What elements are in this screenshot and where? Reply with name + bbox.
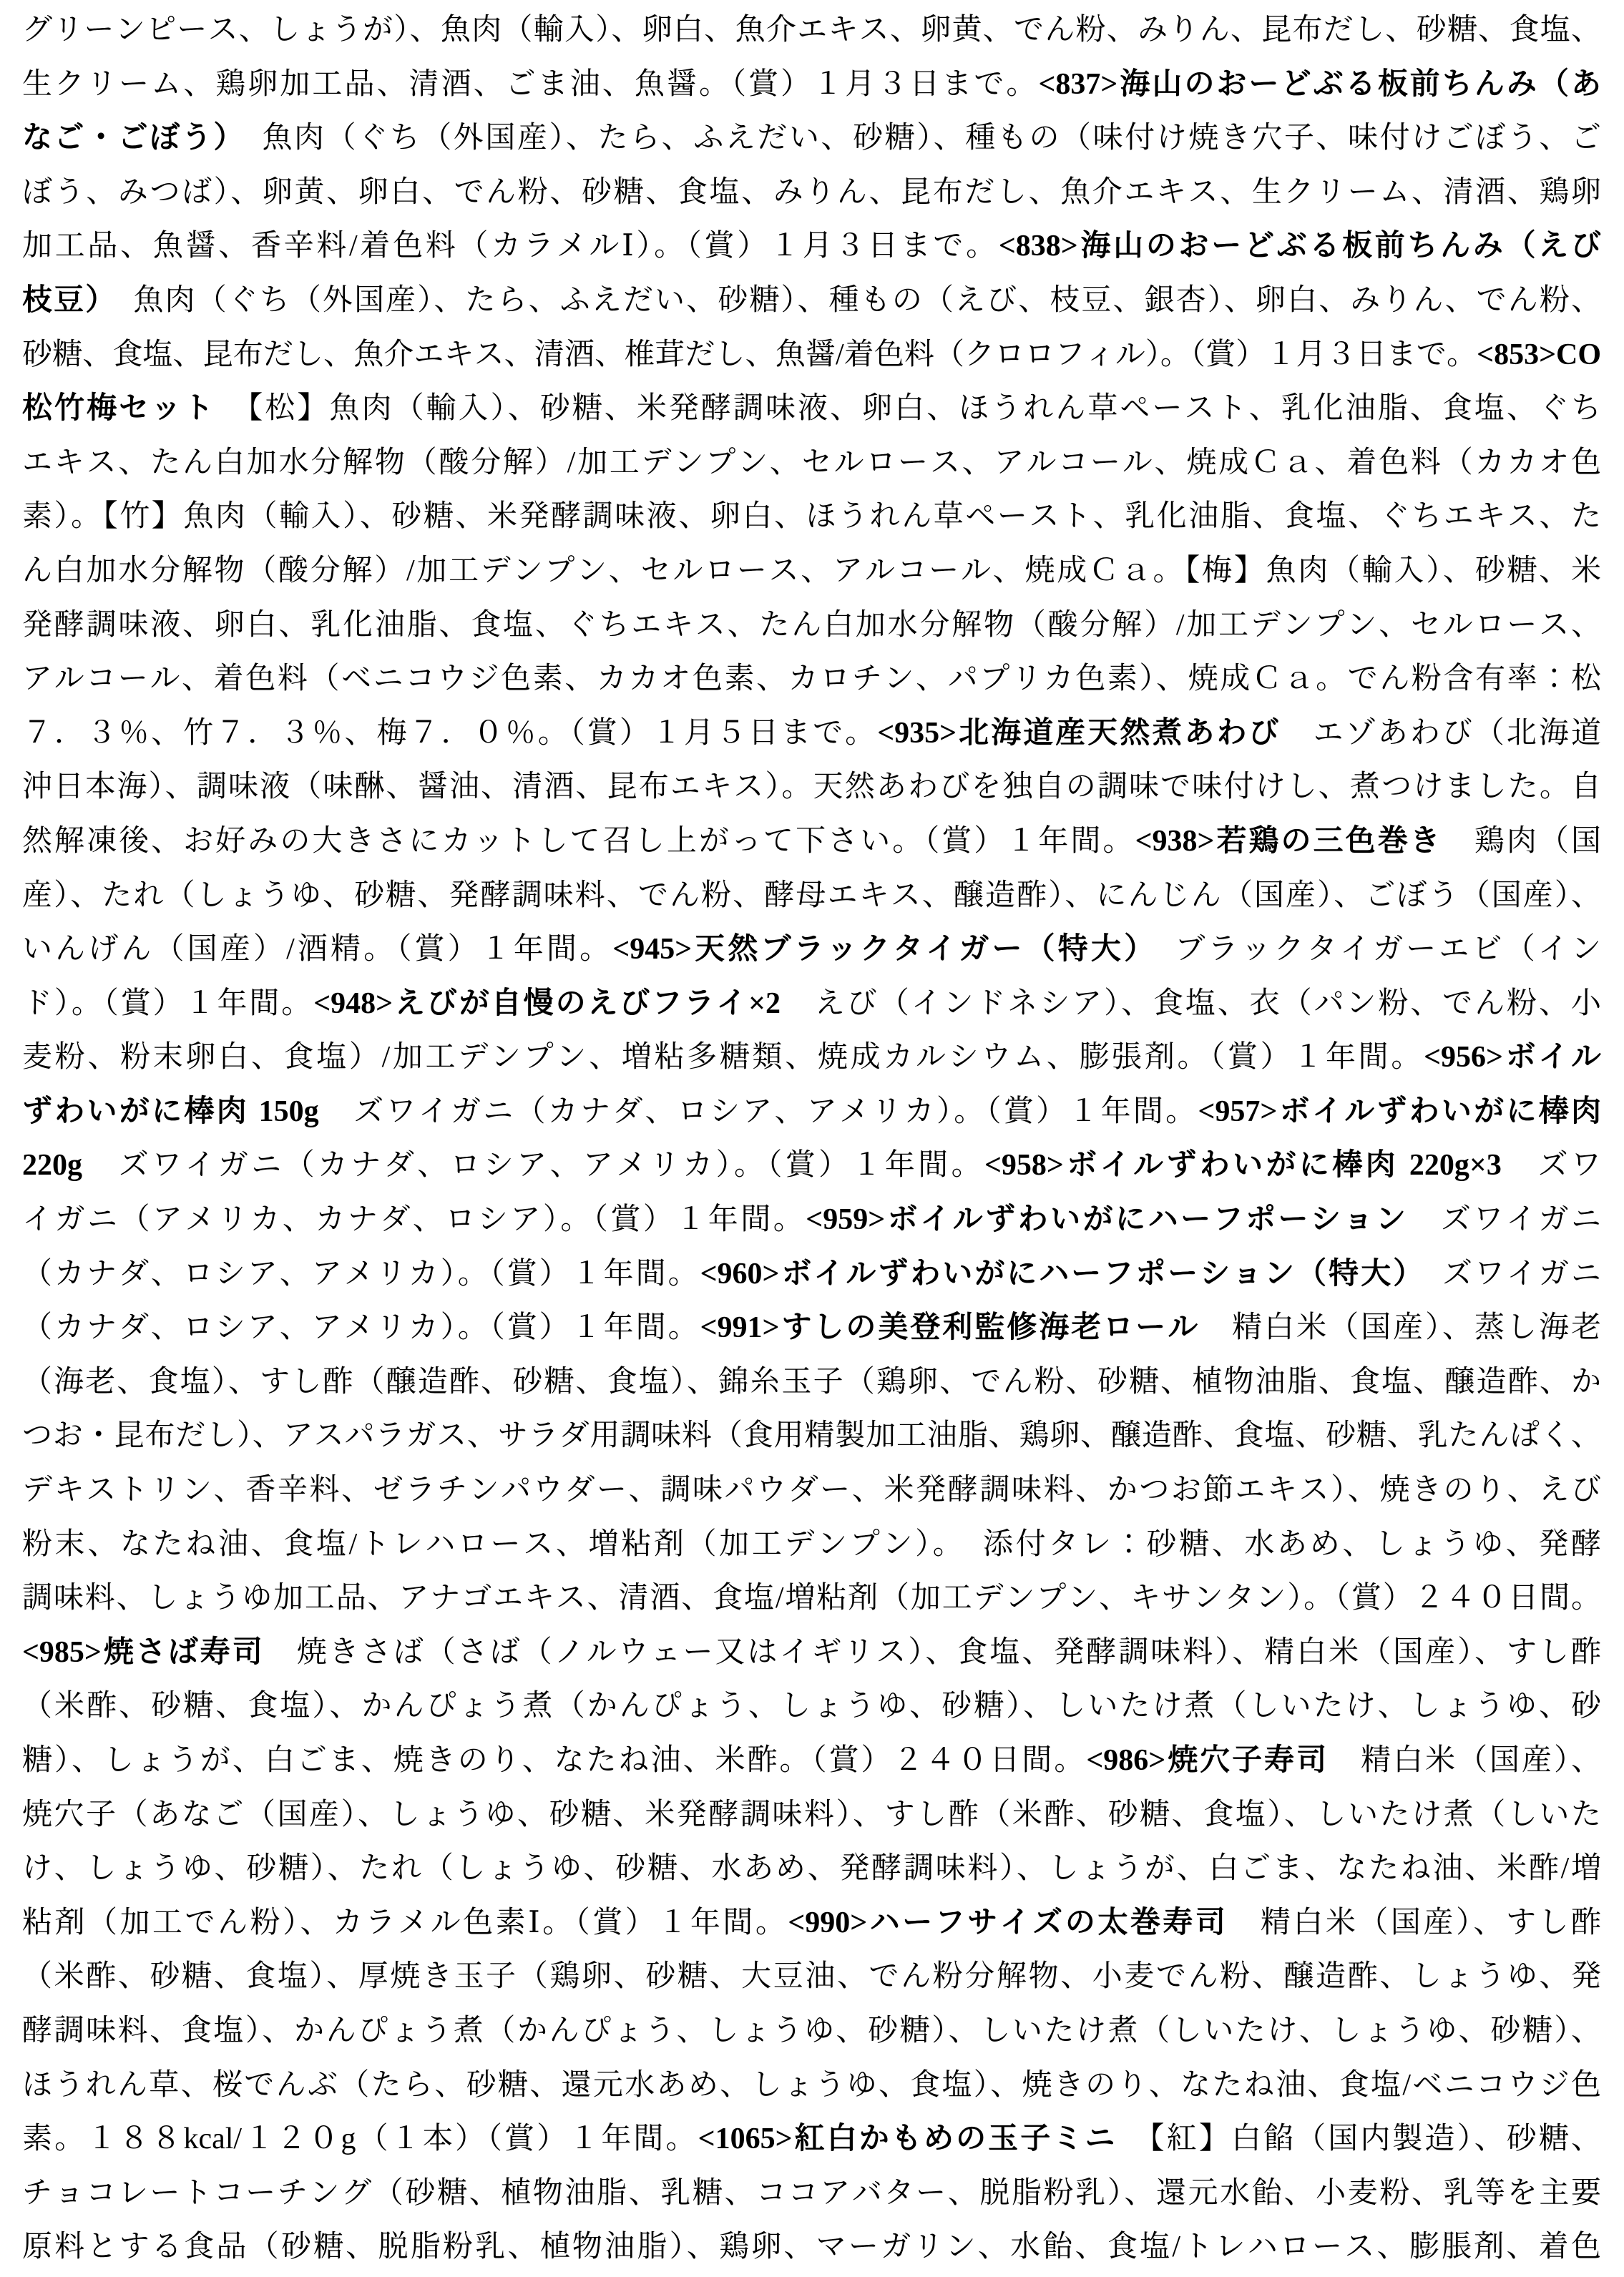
- text-run: 焼きさば（さば（ノルウェー又はイギリス）、食塩、発酵調味料）、精白米（国産）、すし酢: [264, 1635, 1601, 1669]
- product-name: <945>天然ブラックタイガー（特大）: [612, 933, 1143, 966]
- text-run: 素）。【竹】魚肉（輸入）、砂糖、米発酵調味液、卵白、ほうれん草ペースト、乳化油脂、食塩、ぐちエキス、た: [22, 500, 1601, 534]
- text-line: [22, 220, 1601, 274]
- text-run: （米酢、砂糖、食塩）、かんぴょう煮（かんぴょう、しょうゆ、砂糖）、しいたけ煮（しいたけ、しょうゆ、砂: [22, 1690, 1601, 1723]
- document-page: [22, 4, 1601, 2275]
- text-line: [22, 4, 1601, 58]
- product-name: 松竹梅セット: [22, 392, 216, 426]
- text-run: アルコール、着色料（ベニコウジ色素、カカオ色素、カロチン、パプリカ色素）、焼成Ｃａ。でん粉含有率：松: [22, 662, 1601, 696]
- text-run: 【紅】白餡（国内製造）、砂糖、: [1117, 2122, 1601, 2156]
- text-run: ぼう、みつば）、卵黄、卵白、でん粉、砂糖、食塩、みりん、昆布だし、魚介エキス、生クリーム、清酒、鶏卵: [22, 175, 1601, 209]
- text-line: [22, 58, 1601, 112]
- text-run: ド）。（賞）１年間。: [22, 986, 314, 1020]
- text-run: 原料とする食品（砂糖、脱脂粉乳、植物油脂）、鶏卵、マーガリン、水飴、食塩/トレハロース、膨脹剤、着色: [22, 2231, 1601, 2264]
- text-run: 粉末、なたね油、食塩/トレハロース、増粘剤（加工デンプン）。 添付タレ：砂糖、水あめ、しょうゆ、発酵: [22, 1527, 1601, 1561]
- text-run: ん白加水分解物（酸分解）/加工デンプン、セルロース、アルコール、焼成Ｃａ。【梅】魚肉（輸入）、砂糖、米: [22, 554, 1601, 587]
- product-name: <956>ボイル: [1424, 1041, 1601, 1074]
- text-line: [22, 1193, 1601, 1248]
- text-run: 焼穴子（あなご（国産）、しょうゆ、砂糖、米発酵調味料）、すし酢（米酢、砂糖、食塩）、しいたけ煮（しいた: [22, 1798, 1601, 1831]
- text-run: 酵調味料、食塩）、かんぴょう煮（かんぴょう、しょうゆ、砂糖）、しいたけ煮（しいたけ、しょうゆ、砂糖）、: [22, 2014, 1601, 2047]
- product-name: <938>若鶏の三色巻き: [1135, 824, 1442, 858]
- text-run: ズワイガニ（カナダ、ロシア、アメリカ）。（賞）１年間。: [82, 1149, 984, 1182]
- text-line: [22, 2059, 1601, 2113]
- text-run: ほうれん草、桜でんぶ（たら、砂糖、還元水あめ、しょうゆ、食塩）、焼きのり、なたね油、食塩/ベニコウジ色: [22, 2068, 1601, 2102]
- product-name: <957>ボイルずわいがに棒肉: [1198, 1095, 1601, 1128]
- text-run: 加工品、魚醤、香辛料/着色料（カラメルⅠ）。（賞）１月３日まで。: [22, 230, 999, 263]
- text-run: 麦粉、粉末卵白、食塩）/加工デンプン、増粘多糖類、焼成カルシウム、膨張剤。（賞）１年間。: [22, 1041, 1424, 1074]
- text-line: [22, 652, 1601, 707]
- text-line: [22, 544, 1601, 599]
- product-name: <853>CO: [1477, 338, 1601, 371]
- text-run: ブラックタイガーエビ（イン: [1142, 933, 1601, 966]
- text-line: [22, 1356, 1601, 1410]
- text-run: （カナダ、ロシア、アメリカ）。（賞）１年間。: [22, 1311, 700, 1345]
- product-name: <986>焼穴子寿司: [1086, 1744, 1329, 1777]
- text-run: 発酵調味液、卵白、乳化油脂、食塩、ぐちエキス、たん白加水分解物（酸分解）/加工デンプン、セルロース、: [22, 608, 1601, 642]
- text-run: エキス、たん白加水分解物（酸分解）/加工デンプン、セルロース、アルコール、焼成Ｃａ、着色料（カカオ色: [22, 446, 1601, 479]
- text-line: [22, 1409, 1601, 1464]
- product-name: <838>海山のおーどぶる板前ちんみ（えび: [998, 230, 1601, 263]
- text-line: [22, 1085, 1601, 1140]
- product-name: <948>えびが自慢のえびフライ×2: [313, 986, 781, 1020]
- product-name: <1065>紅白かもめの玉子ミニ: [698, 2122, 1117, 2156]
- text-run: いんげん（国産）/酒精。（賞）１年間。: [22, 933, 613, 966]
- text-line: [22, 1896, 1601, 1951]
- text-line: [22, 1572, 1601, 1626]
- text-run: （米酢、砂糖、食塩）、厚焼き玉子（鶏卵、砂糖、大豆油、でん粉分解物、小麦でん粉、醸造酢、しょうゆ、発: [22, 1960, 1601, 1994]
- product-name: <958>ボイルずわいがに棒肉 220g×3: [984, 1149, 1502, 1182]
- text-line: [22, 1680, 1601, 1734]
- text-line: [22, 599, 1601, 653]
- text-line: [22, 274, 1601, 328]
- text-line: [22, 1950, 1601, 2004]
- text-line: [22, 2167, 1601, 2221]
- text-line: [22, 1734, 1601, 1788]
- text-line: [22, 815, 1601, 869]
- text-line: [22, 2220, 1601, 2275]
- text-line: [22, 328, 1601, 383]
- text-run: グリーンピース、しょうが）、魚肉（輸入）、卵白、魚介エキス、卵黄、でん粉、みりん、昆布だし、砂糖、食塩、: [22, 14, 1601, 46]
- text-run: 沖日本海）、調味液（味醂、醤油、清酒、昆布エキス）。天然あわびを独自の調味で味付けし、煮つけました。自: [22, 770, 1601, 804]
- text-run: （海老、食塩）、すし酢（醸造酢、砂糖、食塩）、錦糸玉子（鶏卵、でん粉、砂糖、植物油脂、食塩、醸造酢、か: [22, 1365, 1601, 1399]
- text-line: [22, 2004, 1601, 2059]
- text-run: 砂糖、食塩、昆布だし、魚介エキス、清酒、椎茸だし、魚醤/着色料（クロロフィル）。（賞）１月３日まで。: [22, 338, 1477, 371]
- text-run: ズワイガニ: [1408, 1203, 1601, 1237]
- text-run: チョコレートコーチング（砂糖、植物油脂、乳糖、ココアバター、脱脂粉乳）、還元水飴、小麦粉、乳等を主要: [22, 2176, 1601, 2210]
- text-run: 糖）、しょうが、白ごま、焼きのり、なたね油、米酢。（賞）２４０日間。: [22, 1744, 1087, 1777]
- text-line: [22, 112, 1601, 166]
- product-name: <985>焼さば寿司: [22, 1635, 265, 1669]
- text-line: [22, 1139, 1601, 1193]
- text-line: [22, 760, 1601, 815]
- text-run: エゾあわび（北海道: [1281, 716, 1601, 750]
- text-line: [22, 1518, 1601, 1572]
- text-line: [22, 1842, 1601, 1896]
- text-run: 鶏肉（国: [1442, 824, 1601, 858]
- text-run: 魚肉（ぐち（外国産）、たら、ふえだい、砂糖）、種もの（味付け焼き穴子、味付けごぼう、ご: [230, 122, 1601, 155]
- text-line: [22, 1788, 1601, 1843]
- text-line: [22, 1626, 1601, 1680]
- product-name: <960>ボイルずわいがにハーフポーション（特大）: [700, 1257, 1411, 1291]
- text-run: 生クリーム、鶏卵加工品、清酒、ごま油、魚醤。（賞）１月３日まで。: [22, 67, 1039, 101]
- text-line: [22, 1031, 1601, 1085]
- text-run: 素。１８８kcal/１２０g（１本）（賞）１年間。: [22, 2122, 698, 2156]
- text-line: [22, 1301, 1601, 1356]
- text-line: [22, 977, 1601, 1032]
- product-name: <990>ハーフサイズの太巻寿司: [788, 1906, 1228, 1939]
- text-run: （カナダ、ロシア、アメリカ）。（賞）１年間。: [22, 1257, 700, 1291]
- product-name: <991>すしの美登利監修海老ロール: [700, 1311, 1200, 1345]
- product-name: <959>ボイルずわいがにハーフポーション: [806, 1203, 1409, 1237]
- text-line: [22, 923, 1601, 977]
- product-name: <837>海山のおーどぶる板前ちんみ（あ: [1038, 67, 1601, 101]
- text-run: ズワイガニ（カナダ、ロシア、アメリカ）。（賞）１年間。: [318, 1095, 1198, 1128]
- text-line: [22, 2112, 1601, 2167]
- product-name: <935>北海道産天然煮あわび: [877, 716, 1281, 750]
- text-run: 精白米（国産）、すし酢: [1228, 1906, 1601, 1939]
- text-line: [22, 1464, 1601, 1518]
- text-run: えび（インドネシア）、食塩、衣（パン粉、でん粉、小: [781, 986, 1601, 1020]
- text-run: ズワイガニ: [1410, 1257, 1601, 1291]
- text-run: デキストリン、香辛料、ゼラチンパウダー、調味パウダー、米発酵調味料、かつお節エキス）、焼きのり、えび: [22, 1474, 1601, 1507]
- text-line: [22, 382, 1601, 436]
- text-run: ズワ: [1501, 1149, 1601, 1182]
- text-line: [22, 166, 1601, 220]
- text-run: 粘剤（加工でん粉）、カラメル色素Ⅰ。（賞）１年間。: [22, 1906, 788, 1939]
- text-run: 然解凍後、お好みの大きさにカットして召し上がって下さい。（賞）１年間。: [22, 824, 1135, 858]
- text-line: [22, 707, 1601, 761]
- text-line: [22, 1248, 1601, 1302]
- text-run: け、しょうゆ、砂糖）、たれ（しょうゆ、砂糖、水あめ、発酵調味料）、しょうが、白ごま、なたね油、米酢/増: [22, 1852, 1601, 1886]
- product-name: 220g: [22, 1149, 82, 1182]
- text-run: 精白米（国産）、蒸し海老: [1200, 1311, 1601, 1345]
- text-line: [22, 869, 1601, 924]
- text-run: ７．３％、竹７．３％、梅７．０％。（賞）１月５日まで。: [22, 716, 878, 750]
- text-run: つお・昆布だし）、アスパラガス、サラダ用調味料（食用精製加工油脂、鶏卵、醸造酢、食塩、砂糖、乳たんぱく、: [22, 1419, 1601, 1453]
- text-run: 魚肉（ぐち（外国産）、たら、ふえだい、砂糖）、種もの（えび、枝豆、銀杏）、卵白、みりん、でん粉、: [102, 283, 1601, 317]
- text-run: 調味料、しょうゆ加工品、アナゴエキス、清酒、食塩/増粘剤（加工デンプン、キサンタン）。（賞）２４０日間。: [22, 1582, 1601, 1615]
- product-name: なご・ごぼう）: [22, 122, 230, 155]
- product-name: ずわいがに棒肉 150g: [22, 1095, 319, 1128]
- text-run: イガニ（アメリカ、カナダ、ロシア）。（賞）１年間。: [22, 1203, 806, 1237]
- text-line: [22, 490, 1601, 544]
- document-body: [22, 4, 1601, 2275]
- text-run: 精白米（国産）、: [1329, 1744, 1601, 1777]
- text-run: 産）、たれ（しょうゆ、砂糖、発酵調味料、でん粉、酵母エキス、醸造酢）、にんじん（国産）、ごぼう（国産）、: [22, 878, 1601, 912]
- text-run: 【松】魚肉（輸入）、砂糖、米発酵調味液、卵白、ほうれん草ペースト、乳化油脂、食塩、ぐち: [215, 392, 1601, 426]
- text-line: [22, 436, 1601, 491]
- product-name: 枝豆）: [22, 283, 102, 317]
